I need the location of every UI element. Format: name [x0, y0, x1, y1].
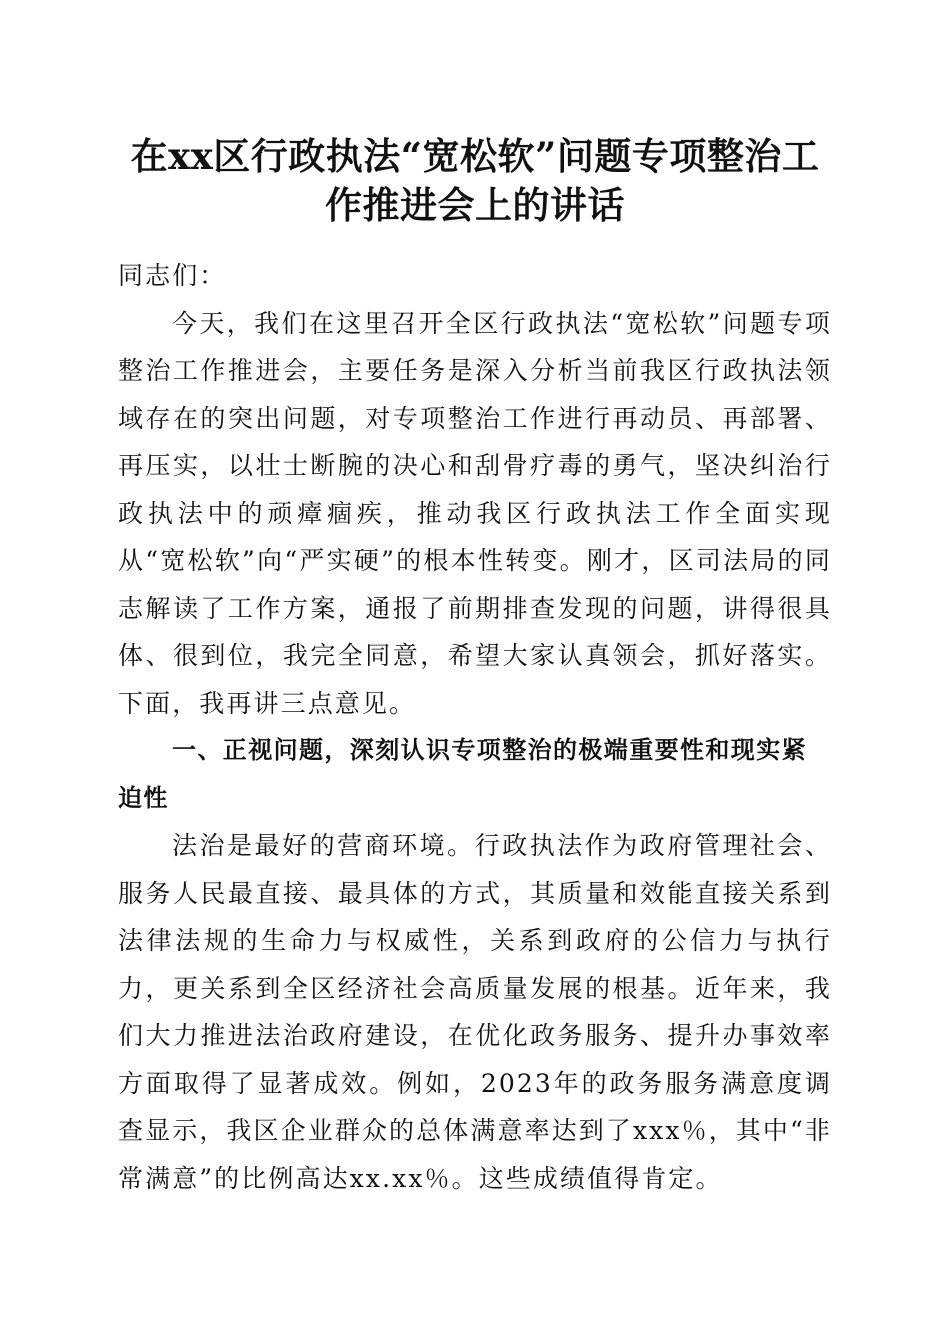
section-heading-1: 一、正视问题，深刻认识专项整治的极端重要性和现实紧迫性 — [118, 736, 807, 812]
salutation: 同志们： — [118, 261, 227, 290]
opening-paragraph: 今天，我们在这里召开全区行政执法“宽松软”问题专项整治工作推进会，主要任务是深入分析当前我区行政执法领域存在的突出问题，对专项整治工作进行再动员、再部署、再压实，以壮士断腕的决心和刮骨疗毒的勇气，坚决纠治行政执法中的顽瘴痼疾，推动我区行政执法工作全面实现从“宽松软”向“严实硬”的根本性转变。刚才，区司法局的同志解读了工作方案，通报了前期排查发现的问题，讲得很具体、很到位，我完全同意，希望大家认真领会，抓好落实。下面，我再讲三点意见。 — [118, 308, 832, 718]
section-1-paragraph: 法治是最好的营商环境。行政执法作为政府管理社会、服务人民最直接、最具体的方式，其质量和效能直接关系到法律法规的生命力与权威性，关系到政府的公信力与执行力，更关系到全区经济社会高质量发展的根基。近年来，我们大力推进法治政府建设，在优化政务服务、提升办事效率方面取得了显著成效。例如，2023年的政务服务满意度调查显示，我区企业群众的总体满意率达到了xxx％，其中“非常满意”的比例高达xx.xx％。这些成绩值得肯定。 — [118, 831, 832, 1193]
document-body — [118, 252, 832, 1202]
document-title: 在xx区行政执法“宽松软”问题专项整治工作推进会上的讲话 — [130, 134, 820, 227]
